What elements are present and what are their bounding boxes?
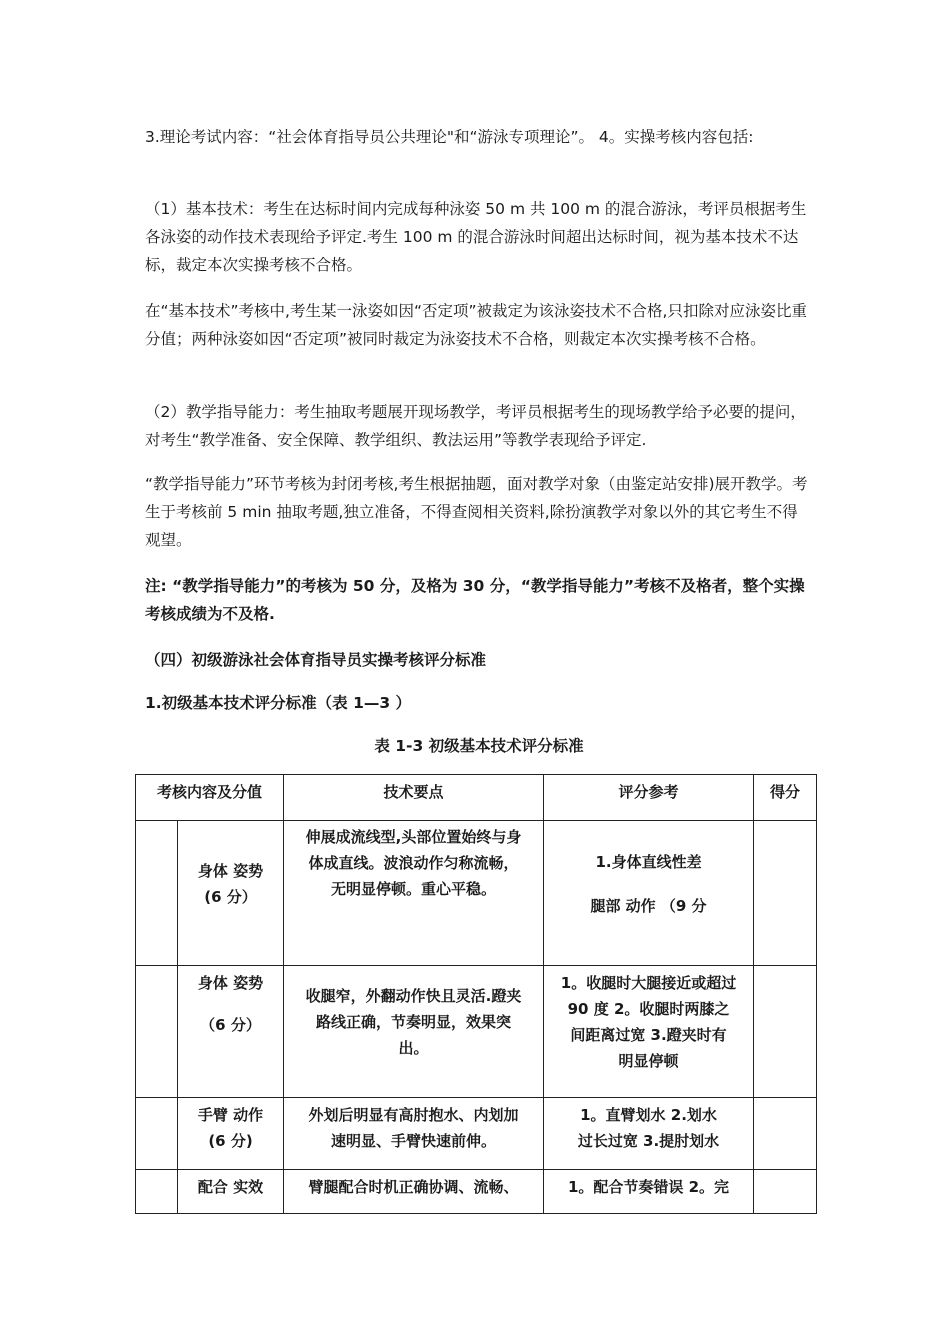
table-cell: 臂腿配合时机正确协调、流畅、 — [284, 1170, 544, 1214]
table-caption: 表 1-3 初级基本技术评分标准 — [374, 737, 584, 755]
subsection-heading: 1.初级基本技术评分标准（表 1—3 ） — [145, 694, 412, 712]
table-cell: 1.身体直线性差 腿部 动作 （9 分 — [544, 821, 754, 966]
table-cell — [754, 821, 817, 966]
scoring-table — [135, 774, 817, 1214]
table-cell — [136, 821, 178, 966]
paragraph-teaching-ability: （2）教学指导能力：考生抽取考题展开现场教学，考评员根据考生的现场教学给予必要的提问，对考生“教学准备、安全保障、教学组织、教法运用”等教学表现给予评定. — [145, 403, 806, 449]
table-cell: 1。配合节奏错误 2。完 — [544, 1170, 754, 1214]
table-row — [136, 1098, 817, 1170]
table-cell — [136, 1170, 178, 1214]
table-row — [136, 821, 817, 966]
note-paragraph: 注: “教学指导能力”的考核为 50 分，及格为 30 分，“教学指导能力”考核不及格者，整个实操考核成绩为不及格. — [145, 577, 805, 623]
table-cell: 1。直臂划水 2.划水 过长过宽 3.提肘划水 — [544, 1098, 754, 1170]
table-cell — [754, 1170, 817, 1214]
paragraph-basic-technique: （1）基本技术：考生在达标时间内完成每种泳姿 50 m 共 100 m 的混合游泳，考评员根据考生各泳姿的动作技术表现给予评定.考生 100 m 的混合游泳时间超出达标时间，视为基本技术不达标，裁定本次实操考核不合格。 — [145, 200, 807, 274]
table-cell — [136, 1098, 178, 1170]
header-cell: 评分参考 — [544, 775, 754, 821]
header-cell: 技术要点 — [284, 775, 544, 821]
table-header-row — [136, 775, 817, 821]
table-cell: 外划后明显有高肘抱水、内划加 速明显、手臂快速前伸。 — [284, 1098, 544, 1170]
table-cell — [136, 966, 178, 1098]
table-cell: 身体 姿势 (6 分） — [178, 821, 284, 966]
header-cell: 得分 — [754, 775, 817, 821]
table-cell: 配合 实效 — [178, 1170, 284, 1214]
table-cell: 收腿窄，外翻动作快且灵活.蹬夹 路线正确，节奏明显，效果突 出。 — [284, 966, 544, 1098]
table-row — [136, 966, 817, 1098]
table-cell: 1。收腿时大腿接近或超过 90 度 2。收腿时两膝之 间距离过宽 3.蹬夹时有 明显停顿 — [544, 966, 754, 1098]
table-cell: 手臂 动作 (6 分) — [178, 1098, 284, 1170]
table-cell — [754, 1098, 817, 1170]
table-cell — [754, 966, 817, 1098]
paragraph-theory-content: 3.理论考试内容：“社会体育指导员公共理论"和“游泳专项理论”。 4。实操考核内容包括: — [145, 128, 754, 146]
paragraph-negation-items: 在“基本技术”考核中,考生某一泳姿如因“否定项”被裁定为该泳姿技术不合格,只扣除对应泳姿比重分值；两种泳姿如因“否定项”被同时裁定为泳姿技术不合格，则裁定本次实操考核不合格。 — [145, 302, 807, 348]
table-cell: 身体 姿势 （6 分） — [178, 966, 284, 1098]
header-cell: 考核内容及分值 — [136, 775, 284, 821]
section-heading: （四）初级游泳社会体育指导员实操考核评分标准 — [145, 651, 487, 669]
table-row — [136, 1170, 817, 1214]
table-cell: 伸展成流线型,头部位置始终与身 体成直线。波浪动作匀称流畅， 无明显停顿。重心平稳。 — [284, 821, 544, 966]
paragraph-closed-exam: “教学指导能力”环节考核为封闭考核,考生根据抽题，面对教学对象（由鉴定站安排)展开教学。考生于考核前 5 min 抽取考题,独立准备，不得查阅相关资料,除扮演教学对象以外的其它考生不得观望。 — [145, 475, 808, 549]
